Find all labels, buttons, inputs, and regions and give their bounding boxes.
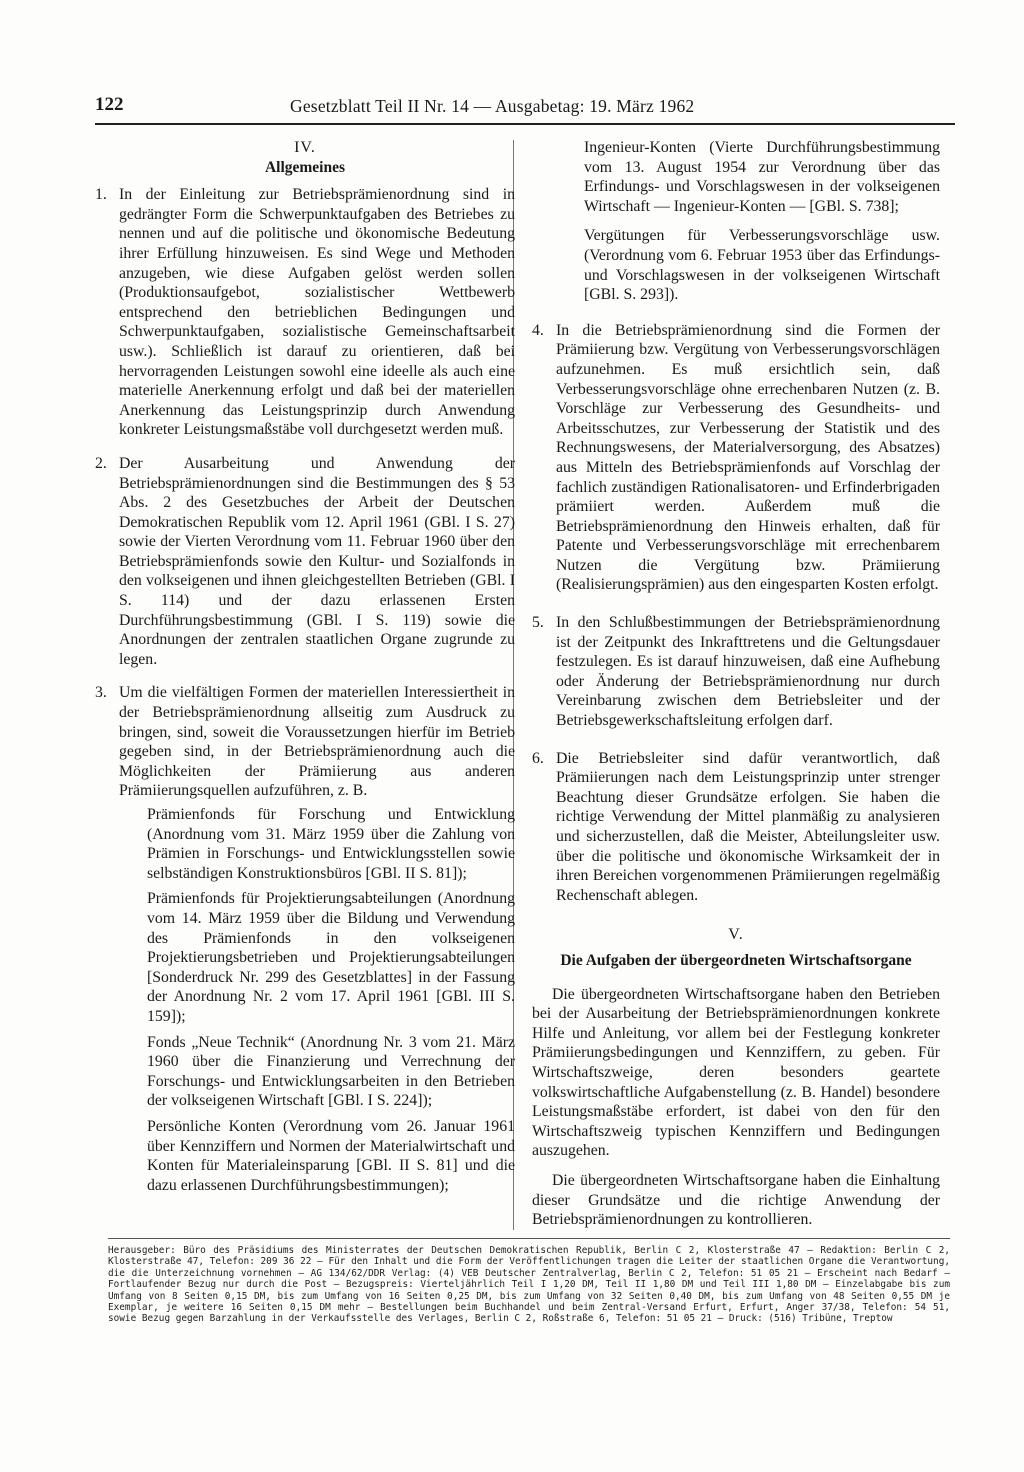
list-text: In die Betriebsprämienordnung sind die Formen der Prämiierung bzw. Vergütung von Verbesserungsvorschlägen aufzunehmen. Es muß ersichtlich sein, daß Verbesserungsvorschläge ohne errechenbaren Nutzen (z. B. Vorschläge zur Verbesserung des Gesundheits- und Arbeitsschutzes, zur Verbesserung der Statistik und des Rechnungswesens, der Materialversorgung, des Absatzes) aus Mitteln des Betriebsprämienfonds auf Vorschlag der fachlich zuständigen Rationalisatoren- und Erfinderbrigaden prämiiert werden. Außerdem muß die Betriebsprämienordnung den Hinweis erhalten, daß für Patente und Verbesserungsvorschläge mit errechenbarem Nutzen die Vergütung bzw. Prämiierung (Realisierungsprämien) aus den eingesparten Kosten erfolgt. — [556, 321, 940, 594]
list-text: Die Betriebsleiter sind dafür verantwortlich, daß Prämiierungen nach dem Leistungsprinzip unter strenger Beachtung dieser Grundsätze erfolgen. Sie haben die richtige Verwendung der Mittel planmäßig zu analysieren und sicherzustellen, daß die Meister, Abteilungsleiter usw. über die politische und ökonomische Wirksamkeit der in ihren Bereichen vorgenommenen Prämiierungen regelmäßig Rechenschaft ablegen. — [556, 749, 940, 904]
right-column — [532, 138, 940, 1240]
list-text: Der Ausarbeitung und Anwendung der Betriebsprämienordnungen sind die Bestimmungen des § 53 Abs. 2 des Gesetzbuches der Arbeit der Deutschen Demokratischen Republik vom 12. April 1961 (GBl. I S. 27) sowie der Vierten Verordnung vom 11. Februar 1960 über den Betriebsprämienfonds sowie den Kultur- und Sozialfonds in den volkseigenen und ihnen gleichgestellten Betrieben (GBl. I S. 114) und der dazu erlassenen Ersten Durchführungsbestimmung (GBl. I S. 119) sowie die Anordnungen der zentralen staatlichen Organe zugrunde zu legen. — [119, 454, 515, 668]
list-number: 1. — [95, 186, 107, 204]
list-item-2 — [95, 454, 515, 670]
list-item-4 — [532, 321, 940, 595]
imprint-footer: Herausgeber: Büro des Präsidiums des Ministerrates der Deutschen Demokratischen Republik, Berlin C 2, Klosterstraße 47 — Redaktion: Berlin C 2, Klosterstraße 47, Telefon: 209 36 22 — Für den Inhalt und die Form der Veröffentlichungen tragen die Leiter der staatlichen Organe die Verantwortung, die die Unterzeichnung vornehmen — AG 134/62/DDR Verlag: (4) VEB Deutscher Zentralverlag, Berlin C 2, Telefon: 51 05 21 — Erscheint nach Bedarf — Fortlaufender Bezug nur durch die Post — Bezugspreis: Vierteljährlich Teil I 1,20 DM, Teil II 1,80 DM und Teil III 1,80 DM — Einzelabgabe bis zum Umfang von 8 Seiten 0,15 DM, bis zum Umfang von 16 Seiten 0,25 DM, bis zum Umfang von 32 Seiten 0,40 DM, bis zum Umfang von 48 Seiten 0,55 DM je Exemplar, je weitere 16 Seiten 0,15 DM mehr — Bestellungen beim Buchhandel und beim Zentral-Versand Erfurt, Erfurt, Anger 37/38, Telefon: 54 51, sowie Bezug gegen Barzahlung in der Verkaufsstelle des Verlages, Berlin C 2, Roßstraße 6, Telefon: 51 05 21 — Druck: (516) Tribüne, Treptow — [108, 1245, 950, 1325]
list-item-3 — [95, 683, 515, 801]
left-column — [95, 138, 515, 1201]
section-iv-title: Allgemeines — [264, 158, 346, 176]
section-v-number: V. — [728, 926, 744, 944]
section-iv-number: IV. — [294, 139, 316, 156]
paragraph: Die übergeordneten Wirtschaftsorgane haben die Einhaltung dieser Grundsätze und die richtige Anwendung der Betriebsprämienordnungen zu kontrollieren. — [532, 1171, 940, 1229]
sub-item-persoenliche-konten: Persönliche Konten (Verordnung vom 26. Januar 1961 über Kennziffern und Normen der Materialwirtschaft und Konten für Materialeinsparung [GBl. II S. 81] und die dazu erlassenen Durchführungsbestimmungen); — [147, 1117, 515, 1194]
list-text: Um die vielfältigen Formen der materiellen Interessiertheit in der Betriebsprämienordnung allseitig zum Ausdruck zu bringen, sind, soweit die Voraussetzungen hierfür im Betrieb gegeben sind, in der Betriebsprämienordnung auch die Möglichkeiten der Prämiierung aus anderen Prämiierungsquellen aufzuführen, z. B. — [119, 684, 515, 800]
footer-rule — [108, 1238, 950, 1239]
sub-item-forschung: Prämienfonds für Forschung und Entwicklung (Anordnung vom 31. März 1959 über die Zahlung von Prämien in Forschungs- und Entwicklungsstellen sowie selbständigen Konstruktionsbüros [GBl. II S. 81]); — [147, 806, 515, 882]
list-number: 2. — [95, 454, 107, 472]
list-number: 4. — [532, 321, 544, 339]
list-item-6 — [532, 749, 940, 906]
sub-item-projektierung: Prämienfonds für Projektierungsabteilungen (Anordnung vom 14. März 1959 über die Bildung und Verwendung des Prämienfonds in den volkseigenen Projektierungsbetrieben und Projektierungsabteilungen [Sonderdruck Nr. 299 des Gesetzblattes] in der Fassung der Anordnung Nr. 2 vom 17. April 1961 [GBl. III S. 159]); — [147, 890, 515, 1025]
sub-item-ingenieur-konten: Ingenieur-Konten (Vierte Durchführungsbestimmung vom 13. August 1954 zur Verordnung über das Erfindungs- und Vorschlagswesen in der volkseigenen Wirtschaft — Ingenieur-Konten — [GBl. S. 738]; — [584, 139, 940, 215]
list-item-5 — [532, 613, 940, 731]
list-number: 6. — [532, 749, 544, 767]
sub-item-verguetungen: Vergütungen für Verbesserungsvorschläge usw. (Verordnung vom 6. Februar 1953 über das Erfindungs- und Vorschlagswesen in der volkseigenen Wirtschaft [GBl. S. 293]). — [584, 227, 940, 304]
list-text: In der Einleitung zur Betriebsprämienordnung sind in gedrängter Form die Schwerpunktaufgaben des Betriebes zu nennen und auf die politische und ökonomische Bedeutung ihrer Erfüllung hinzuweisen. Es sind Wege und Methoden anzugeben, wie diese Aufgaben gelöst werden sollen (Produktionsaufgebot, sozialistischer Wettbewerb entsprechend den betrieblichen Bedingungen und Schwerpunktaufgaben, sozialistische Gemeinschaftsarbeit usw.). Schließlich ist darauf zu orientieren, daß bei hervorragenden Leistungen sowohl eine ideelle als auch eine materielle Anerkennung erfolgt und daß bei der materiellen Anerkennung das Leistungsprinzip durch Anwendung konkreter Leistungsmaßstäbe voll durchgesetzt werden muß. — [119, 186, 515, 439]
paragraph: Die übergeordneten Wirtschaftsorgane haben den Betrieben bei der Ausarbeitung der Betriebsprämienordnungen konkrete Hilfe und Anleitung, vor allem bei der Festlegung konkreter Prämiierungsbedingungen und Kennziffern, zu geben. Für Wirtschaftszweige, deren besonders geartete volkswirtschaftliche Aufgabenstellung (z. B. Handel) besondere Leistungsmaßstäbe erfordert, ist dabei von den für den Wirtschaftszweig typischen Kennziffern und Bedingungen auszugehen. — [532, 985, 940, 1160]
list-text: In den Schlußbestimmungen der Betriebsprämienordnung ist der Zeitpunkt des Inkrafttretens und die Geltungsdauer festzulegen. Es ist darauf hinzuweisen, daß eine Aufhebung oder Änderung der Betriebsprämienordnung nur durch Vereinbarung zwischen dem Betriebsleiter und der Betriebsgewerkschaftsleitung erfolgen darf. — [556, 614, 940, 730]
sub-item-neue-technik: Fonds „Neue Technik“ (Anordnung Nr. 3 vom 21. März 1960 über die Finanzierung und Verrechnung der Forschungs- und Entwicklungsarbeiten in den Betrieben der volkseigenen Wirtschaft [GBl. I S. 224]); — [147, 1033, 515, 1110]
header-rule — [95, 123, 955, 125]
list-number: 3. — [95, 684, 107, 702]
header-title: Gesetzblatt Teil II Nr. 14 — Ausgabetag: 19. März 1962 — [290, 96, 695, 116]
page-number: 122 — [95, 94, 124, 115]
list-item-1 — [95, 185, 515, 440]
list-number: 5. — [532, 614, 544, 632]
section-v-title: Die Aufgaben der übergeordneten Wirtschaftsorgane — [560, 951, 912, 969]
